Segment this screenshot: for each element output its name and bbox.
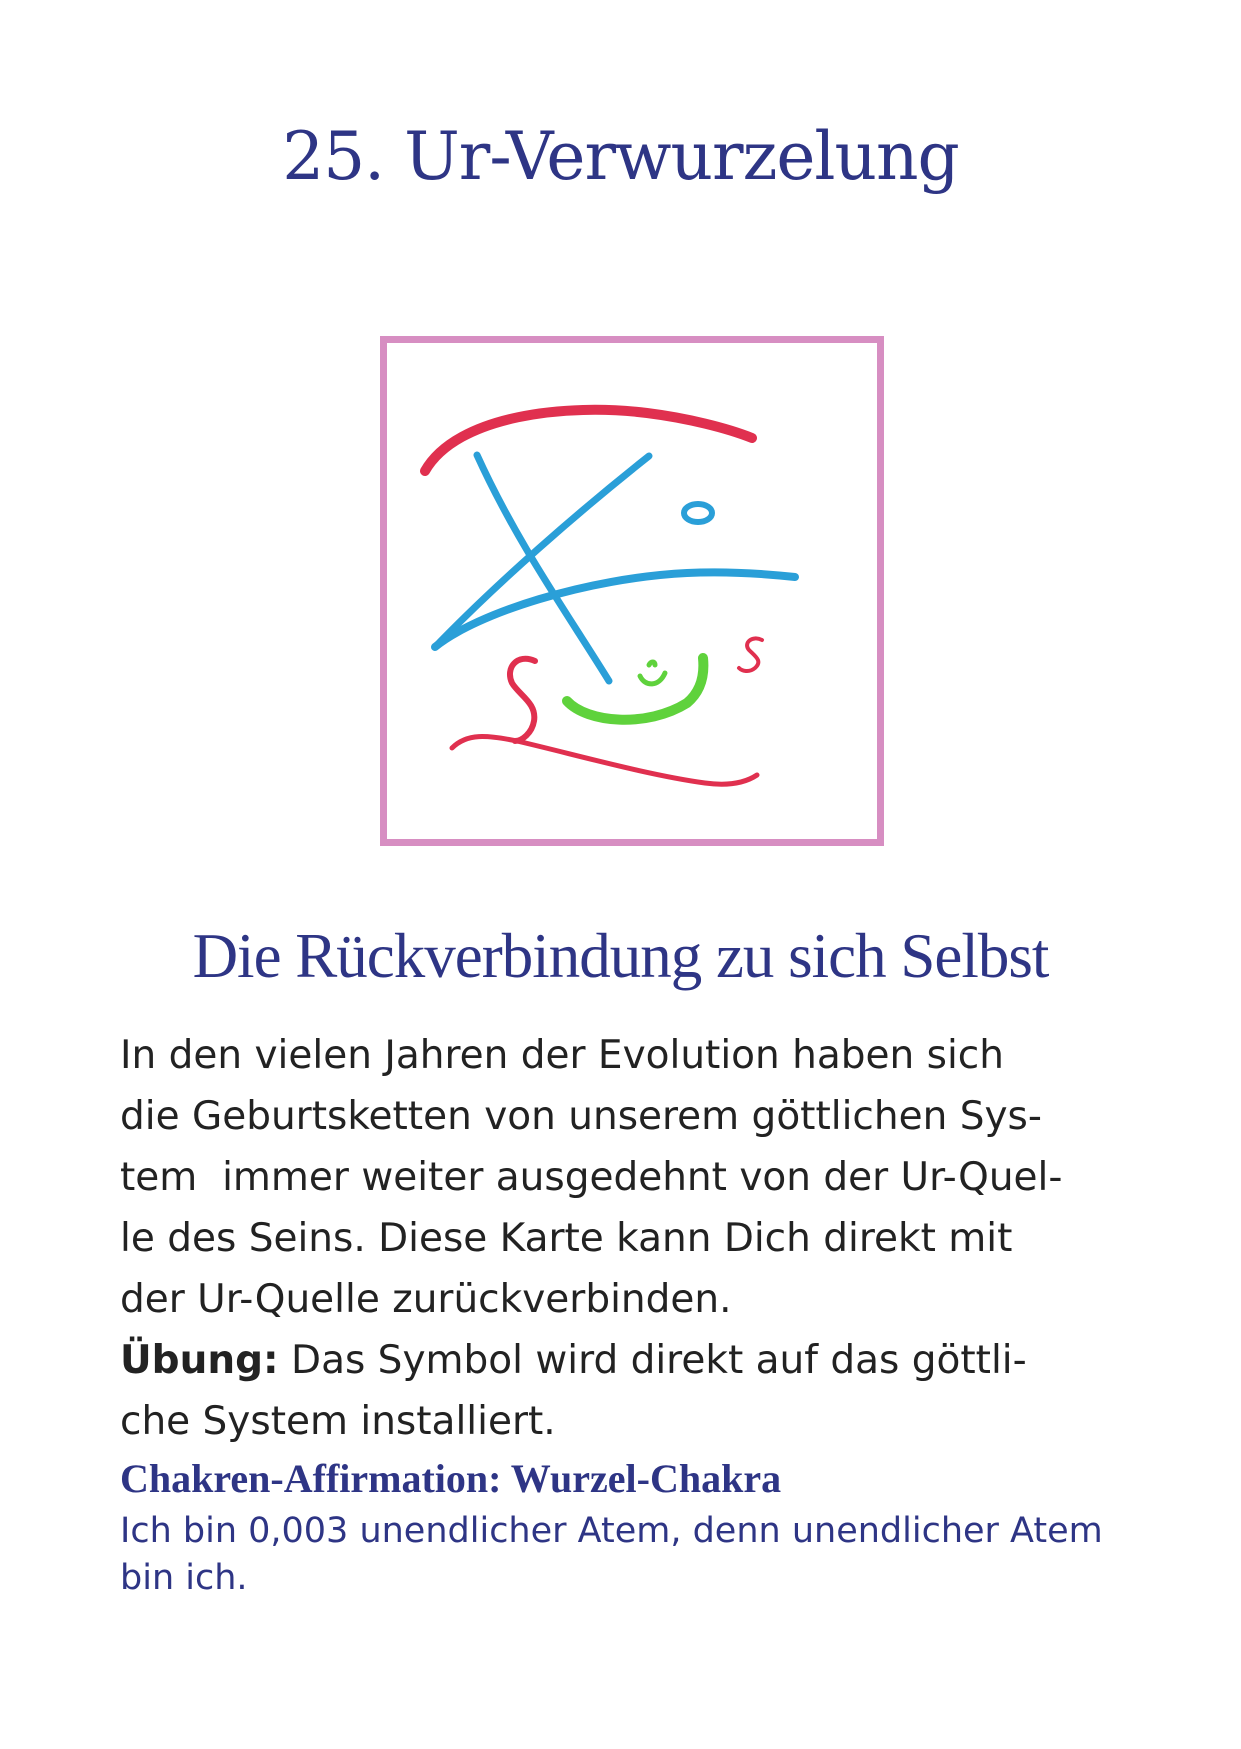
body-line: tem immer weiter ausgedehnt von der Ur-Quel-	[120, 1155, 1063, 1200]
symbol-green-small-curve	[640, 673, 665, 684]
body-line: In den vielen Jahren der Evolution haben sich	[120, 1033, 1004, 1078]
card-title: 25. Ur-Verwurzelung	[282, 118, 959, 195]
card-subtitle: Die Rückverbindung zu sich Selbst	[192, 921, 1049, 991]
affirmation-heading: Chakren-Affirmation: Wurzel-Chakra	[120, 1456, 782, 1501]
symbol-drawing	[387, 343, 877, 839]
exercise-label: Übung:	[120, 1338, 279, 1383]
exercise-line	[120, 1330, 1170, 1391]
symbol-blue-circle	[684, 504, 712, 522]
body-line: der Ur-Quelle zurückverbinden.	[120, 1277, 732, 1322]
symbol-green-smile	[567, 658, 703, 720]
affirmation-line: Ich bin 0,003 unendlicher Atem, denn unendlicher Atem	[120, 1511, 1103, 1551]
symbol-red-bottom-wave	[452, 737, 757, 785]
exercise-text: Das Symbol wird direkt auf das göttli-	[278, 1338, 1027, 1383]
exercise-line-2: che System installiert.	[120, 1399, 556, 1444]
symbol-image-frame	[380, 336, 884, 846]
symbol-blue-upstroke	[437, 456, 649, 645]
affirmation-line: bin ich.	[120, 1558, 248, 1598]
symbol-green-dot	[649, 662, 655, 665]
symbol-red-arc	[425, 410, 752, 471]
card-body-text	[120, 1025, 1170, 1452]
body-line: die Geburtsketten von unserem göttlichen Sys-	[120, 1094, 1042, 1139]
body-line: le des Seins. Diese Karte kann Dich direkt mit	[120, 1216, 1013, 1261]
symbol-red-s-right	[739, 638, 762, 671]
affirmation-text	[120, 1508, 1170, 1602]
symbol-blue-horizontal	[435, 572, 795, 647]
symbol-blue-diagonal	[477, 455, 609, 681]
symbol-red-s-left	[510, 659, 535, 741]
